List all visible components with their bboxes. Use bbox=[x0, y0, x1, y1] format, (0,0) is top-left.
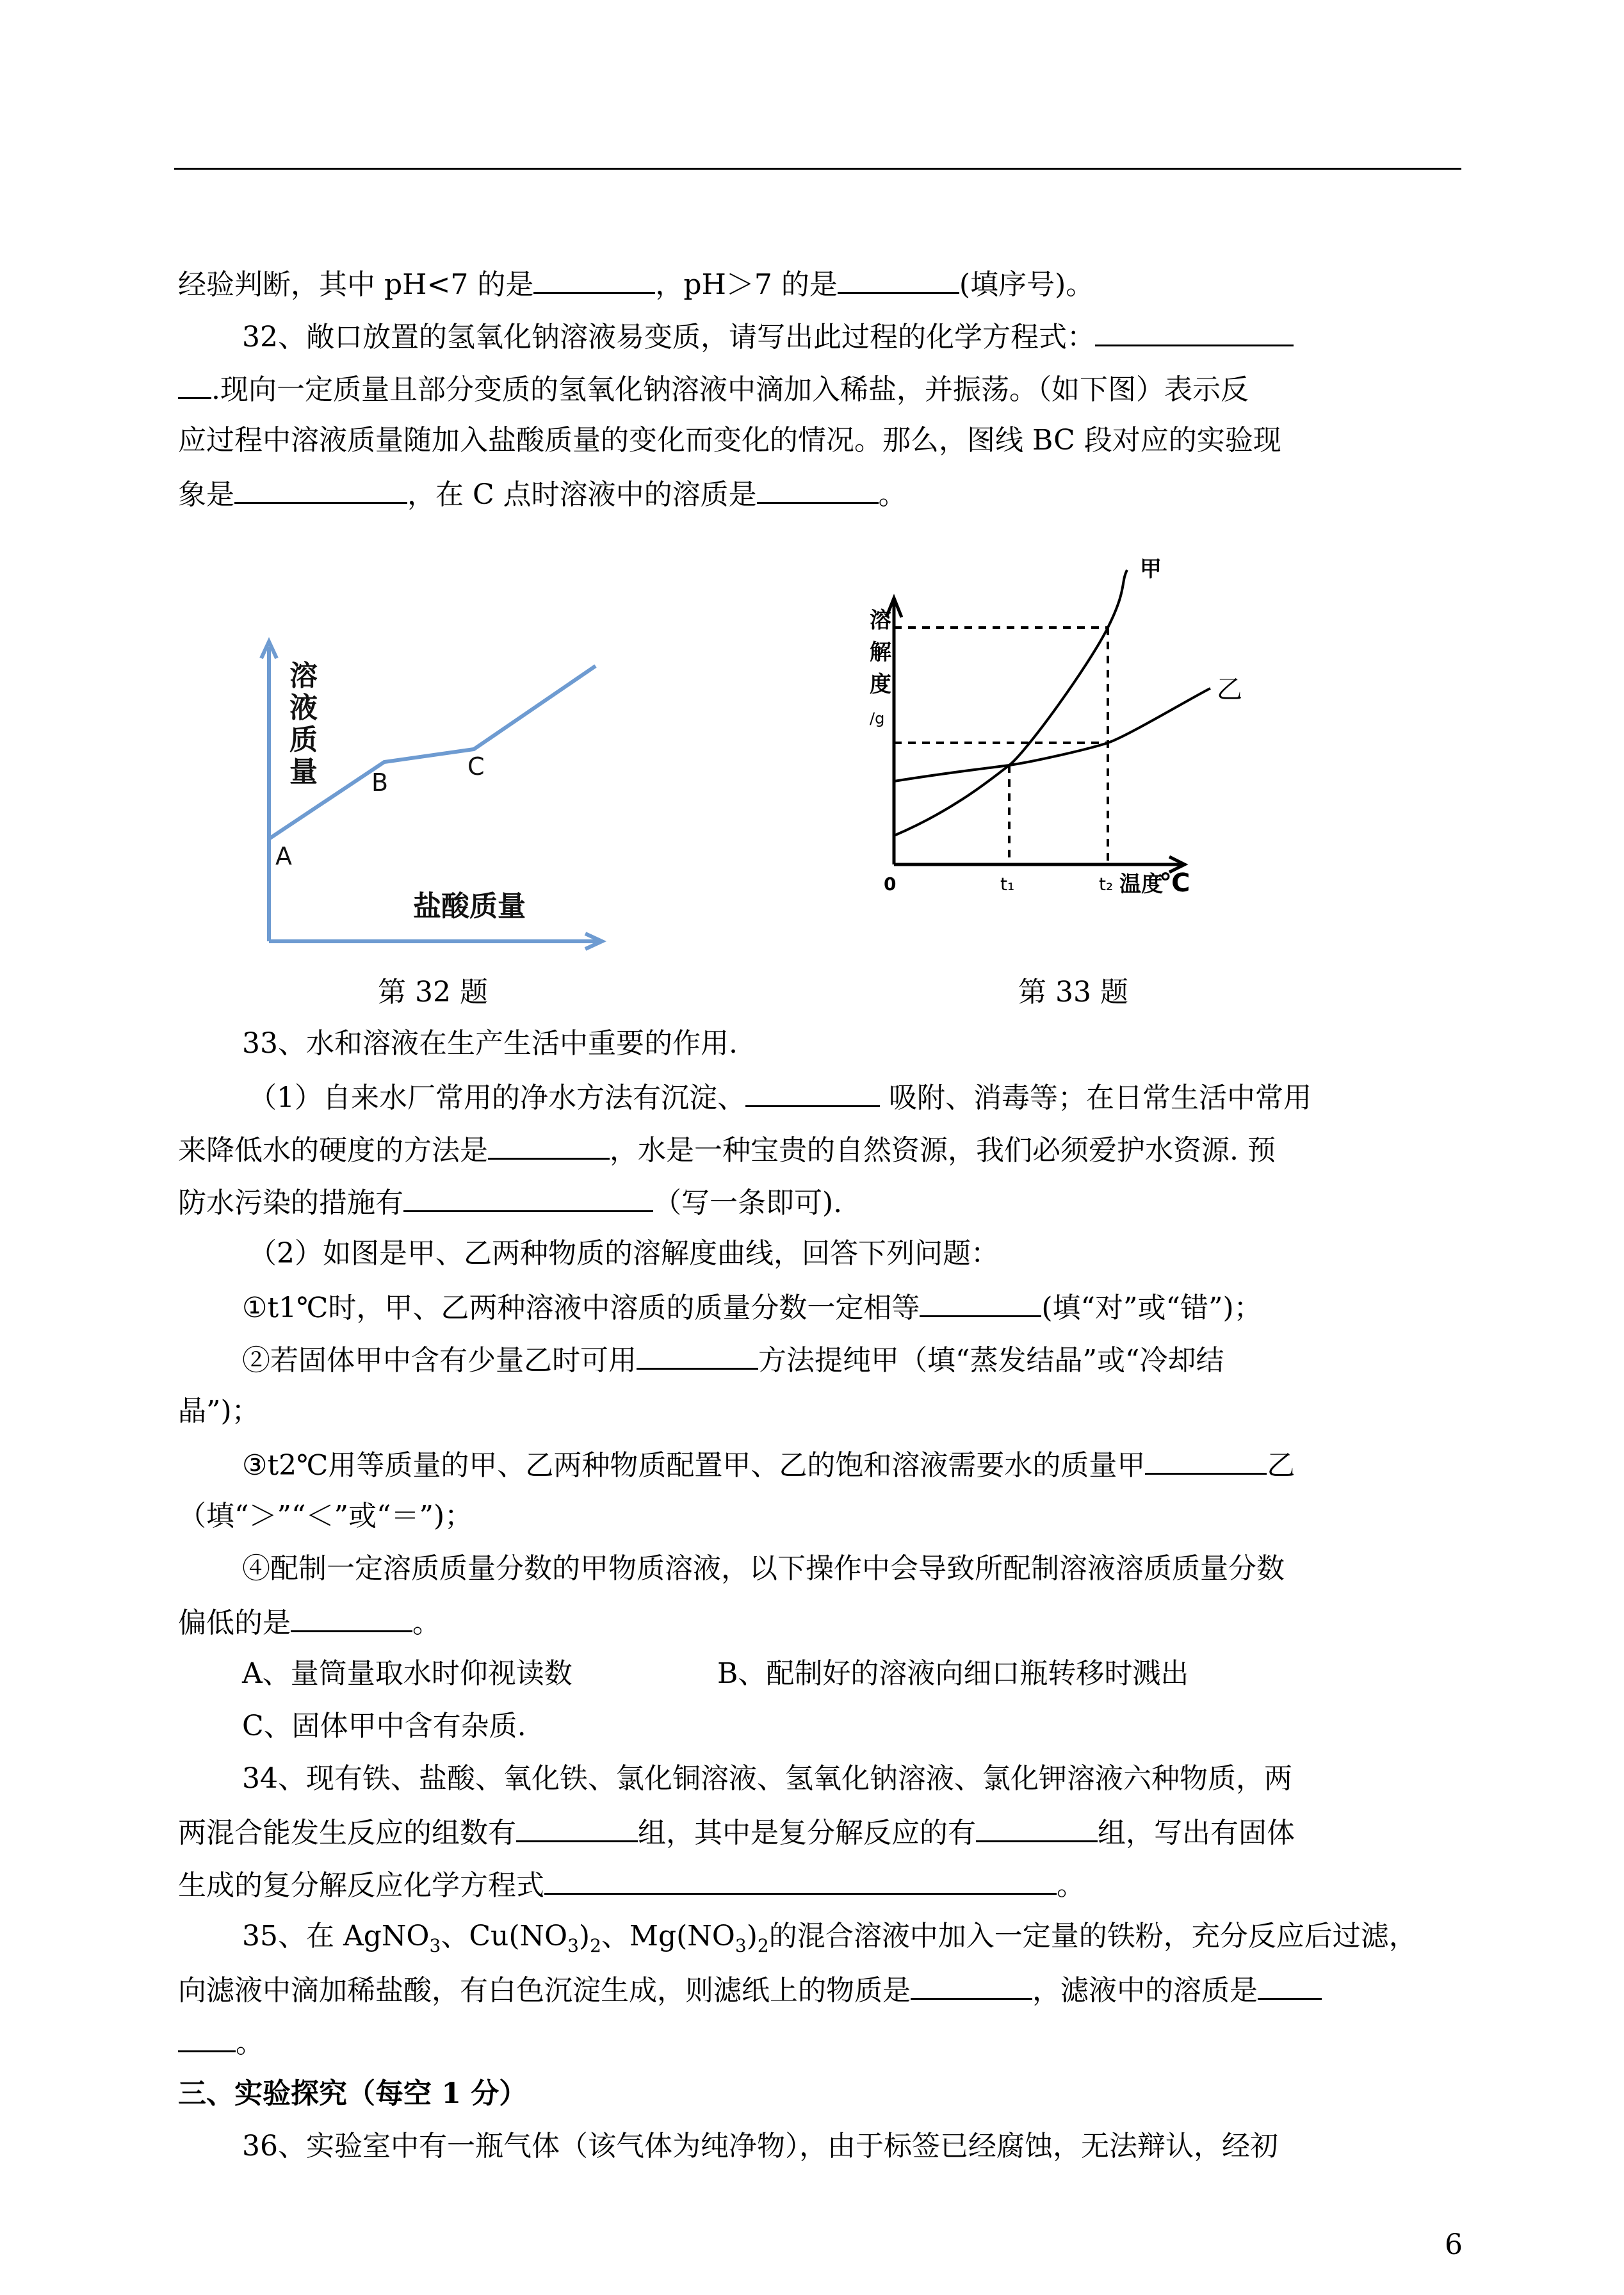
series-yi-label: 乙 bbox=[1217, 675, 1242, 704]
text: 向滤液中滴加稀盐酸，有白色沉淀生成，则滤纸上的物质是 bbox=[178, 1974, 911, 2007]
y-axis-unit: /g bbox=[870, 710, 885, 727]
text: ) bbox=[578, 1920, 590, 1952]
text: 经验判断，其中 pH<7 的是 bbox=[178, 268, 534, 301]
text-line bbox=[178, 264, 1094, 304]
text: 象是 bbox=[178, 478, 234, 511]
text: ，pH＞7 的是 bbox=[655, 268, 838, 301]
y-axis-label-char: 溶 bbox=[870, 608, 891, 633]
answer-blank[interactable] bbox=[1095, 316, 1294, 346]
text-line bbox=[178, 369, 1249, 409]
text: 防水污染的措施有 bbox=[178, 1187, 403, 1219]
text: 方法提纯甲（填“蒸发结晶”或“冷却结 bbox=[758, 1344, 1224, 1377]
y-axis-label-char: 度 bbox=[870, 672, 891, 697]
text-line bbox=[178, 1130, 1276, 1170]
y-axis-label-char: 解 bbox=[870, 640, 891, 665]
y-axis-label-char: 液 bbox=[289, 692, 318, 724]
answer-blank[interactable] bbox=[911, 1970, 1032, 2000]
text: ①t1℃时，甲、乙两种溶液中溶质的质量分数一定相等 bbox=[242, 1292, 920, 1324]
text-line: 应过程中溶液质量随加入盐酸质量的变化而变化的情况。那么，图线 BC 段对应的实验现 bbox=[178, 424, 1281, 457]
text: ②若固体甲中含有少量乙时可用 bbox=[242, 1344, 637, 1377]
origin-label: 0 bbox=[884, 873, 897, 895]
solution-mass-line bbox=[269, 666, 596, 839]
answer-blank[interactable] bbox=[178, 2022, 236, 2052]
text: 生成的复分解反应化学方程式 bbox=[178, 1869, 544, 1902]
text: ，在 C 点时溶液中的溶质是 bbox=[407, 478, 757, 511]
answer-blank[interactable] bbox=[488, 1130, 610, 1160]
text-line bbox=[242, 1287, 1262, 1327]
x-axis-label: 温度 bbox=[1119, 872, 1163, 897]
text: 组，写出有固体 bbox=[1098, 1817, 1295, 1849]
question-34: 34、现有铁、盐酸、氧化铁、氯化铜溶液、氢氧化钠溶液、氯化钾溶液六种物质，两 bbox=[242, 1762, 1292, 1795]
text: 来降低水的硬度的方法是 bbox=[178, 1134, 488, 1167]
answer-blank[interactable] bbox=[757, 474, 879, 504]
y-axis-label-char: 量 bbox=[289, 756, 318, 788]
text-line bbox=[178, 474, 907, 514]
figure-32-graph bbox=[243, 628, 640, 961]
header-rule bbox=[174, 168, 1461, 170]
x-axis-unit: ℃ bbox=[1159, 868, 1190, 898]
text: 。 bbox=[412, 1607, 441, 1639]
text: .现向一定质量且部分变质的氢氧化钠溶液中滴加入稀盐，并振荡。（如下图）表示反 bbox=[211, 373, 1249, 406]
option-a: A、量筒量取水时仰视读数 bbox=[242, 1657, 572, 1690]
answer-blank[interactable] bbox=[516, 1812, 638, 1842]
text: (填序号)。 bbox=[959, 268, 1094, 301]
section-3-heading: 三、实验探究（每空 1 分） bbox=[178, 2077, 528, 2110]
text: ，水是一种宝贵的自然资源，我们必须爱护水资源. 预 bbox=[610, 1134, 1276, 1167]
answer-blank[interactable] bbox=[838, 264, 959, 294]
text: （1）自来水厂常用的净水方法有沉淀、 bbox=[248, 1082, 745, 1114]
text: ③t2℃用等质量的甲、乙两种物质配置甲、乙的饱和溶液需要水的质量甲 bbox=[242, 1449, 1146, 1482]
text-line bbox=[178, 1602, 441, 1642]
text: 组，其中是复分解反应的有 bbox=[638, 1817, 976, 1849]
text: 。 bbox=[1057, 1869, 1085, 1902]
text: 、Cu(NO bbox=[441, 1920, 568, 1952]
text-line bbox=[242, 1340, 1224, 1380]
subscript: 2 bbox=[590, 1934, 601, 1956]
answer-blank[interactable] bbox=[544, 1865, 1057, 1895]
t1-label: t₁ bbox=[1000, 873, 1015, 895]
answer-blank[interactable] bbox=[637, 1340, 758, 1370]
figure-33-caption: 第 33 题 bbox=[1018, 976, 1128, 1009]
subscript: 3 bbox=[567, 1934, 579, 1956]
text-line: 晶”)； bbox=[178, 1395, 260, 1427]
point-a-label: A bbox=[275, 842, 292, 870]
question-36: 36、实验室中有一瓶气体（该气体为纯净物），由于标签已经腐蚀，无法辩认，经初 bbox=[242, 2130, 1278, 2162]
answer-blank[interactable] bbox=[234, 474, 407, 504]
x-axis-label: 盐酸质量 bbox=[413, 890, 526, 923]
text-line bbox=[178, 1970, 1322, 2010]
answer-blank[interactable] bbox=[291, 1602, 412, 1632]
y-axis-label-char: 溶 bbox=[289, 660, 318, 692]
answer-blank[interactable] bbox=[920, 1287, 1041, 1317]
figure-33-solubility-graph bbox=[858, 557, 1319, 916]
text: （写一条即可). bbox=[653, 1187, 843, 1219]
answer-blank[interactable] bbox=[533, 264, 655, 294]
text-line: （填“＞”“＜”或“＝”)； bbox=[178, 1500, 473, 1532]
subscript: 3 bbox=[429, 1934, 441, 1956]
text-line bbox=[178, 1865, 1085, 1905]
curve-yi bbox=[894, 688, 1210, 781]
text-line bbox=[178, 1812, 1295, 1853]
page-number: 6 bbox=[1445, 2228, 1463, 2261]
text-line: ④配制一定溶质质量分数的甲物质溶液，以下操作中会导致所配制溶液溶质质量分数 bbox=[242, 1552, 1285, 1585]
text: 偏低的是 bbox=[178, 1607, 291, 1639]
text: (填“对”或“错”)； bbox=[1041, 1292, 1262, 1324]
answer-blank[interactable] bbox=[178, 369, 211, 399]
question-33: 33、水和溶液在生产生活中重要的作用. bbox=[242, 1027, 738, 1060]
subscript: 2 bbox=[757, 1934, 769, 1956]
text-line bbox=[178, 2022, 264, 2063]
answer-blank[interactable] bbox=[1258, 1970, 1322, 2000]
subscript: 3 bbox=[735, 1934, 747, 1956]
text: 35、在 AgNO bbox=[242, 1920, 430, 1952]
text: 。 bbox=[878, 478, 907, 511]
answer-blank[interactable] bbox=[1145, 1445, 1267, 1475]
text: 32、敞口放置的氢氧化钠溶液易变质，请写出此过程的化学方程式： bbox=[242, 321, 1095, 353]
t2-label: t₂ bbox=[1099, 873, 1114, 895]
answer-blank[interactable] bbox=[976, 1812, 1098, 1842]
y-axis-label-char: 质 bbox=[289, 724, 318, 756]
series-jia-label: 甲 bbox=[1140, 557, 1162, 582]
text: ，滤液中的溶质是 bbox=[1032, 1974, 1258, 2007]
answer-blank[interactable] bbox=[403, 1182, 653, 1212]
text: 的混合溶液中加入一定量的铁粉，充分反应后过滤， bbox=[768, 1920, 1417, 1952]
answer-blank[interactable] bbox=[745, 1077, 880, 1107]
text: 吸附、消毒等；在日常生活中常用 bbox=[880, 1082, 1311, 1114]
option-c: C、固体甲中含有杂质. bbox=[242, 1710, 526, 1742]
option-b: B、配制好的溶液向细口瓶转移时溅出 bbox=[717, 1657, 1189, 1690]
text-line bbox=[242, 1445, 1295, 1485]
text: ) bbox=[746, 1920, 758, 1952]
text-line bbox=[248, 1077, 1311, 1117]
point-c-label: C bbox=[467, 752, 485, 781]
text-line: （2）如图是甲、乙两种物质的溶解度曲线，回答下列问题： bbox=[248, 1237, 999, 1270]
figure-32-caption: 第 32 题 bbox=[378, 976, 488, 1009]
text: 两混合能发生反应的组数有 bbox=[178, 1817, 516, 1849]
text: 、Mg(NO bbox=[601, 1920, 735, 1952]
question-35 bbox=[242, 1917, 1417, 1965]
question-32 bbox=[242, 316, 1294, 357]
point-b-label: B bbox=[371, 768, 389, 797]
text: 乙 bbox=[1267, 1449, 1295, 1482]
text: 。 bbox=[236, 2027, 264, 2059]
text-line bbox=[178, 1182, 842, 1222]
